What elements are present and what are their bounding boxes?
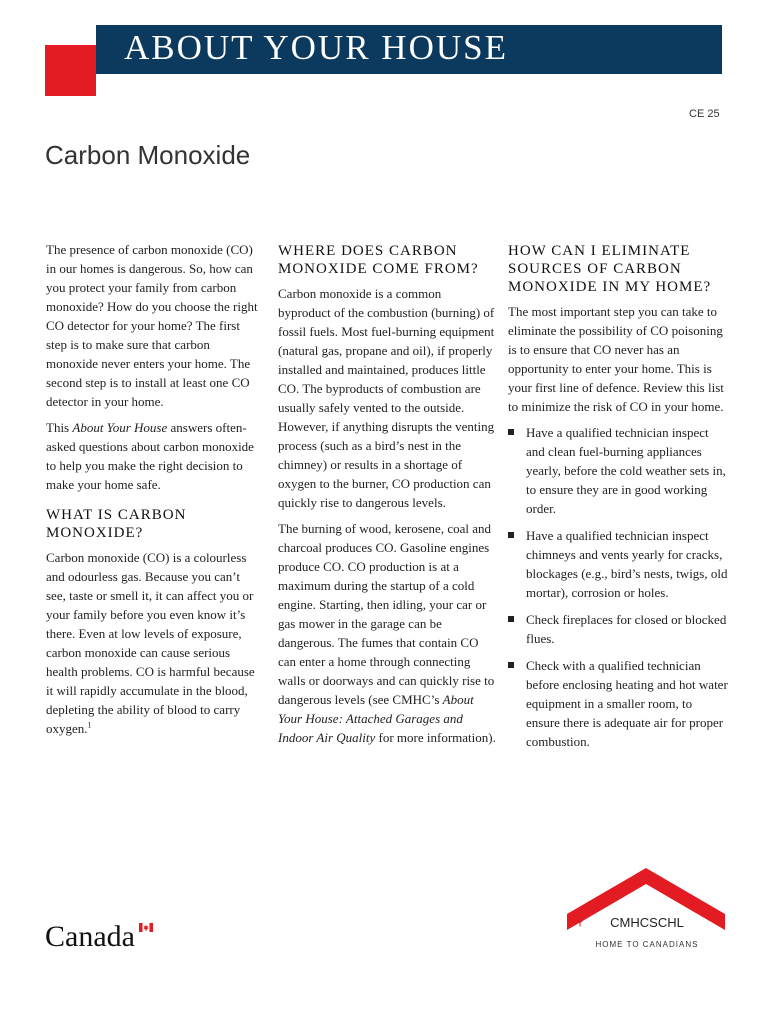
where-from-p2-text: The burning of wood, kerosene, coal and charcoal produces CO. Gasoline engines produce CO. CO production is at a maximum during the startup of a cold engine. Starting, then idling, your car or gas mower in the garage can be dangerous. The fumes that contain CO can enter a home through connecting walls or doorways and can quickly rise to dangerous levels (see CMHC’s bbox=[278, 521, 495, 707]
page-title: Carbon Monoxide bbox=[45, 140, 251, 170]
intro-p2-text-end: answers often-asked questions about carbon monoxide to help you make the right decision to make your home safe. bbox=[46, 420, 254, 492]
maple-leaf-icon bbox=[574, 915, 586, 927]
canada-wordmark-text: Canada bbox=[45, 920, 135, 953]
document-code: CE 25 bbox=[689, 108, 720, 120]
what-is-co-text: Carbon monoxide (CO) is a colourless and odourless gas. Because you can’t see, taste or smell it, it can affect you or your family before you even know it’s there. Even at low levels of exposure, carbon monoxide can cause serious health problems. CO is harmful because it will rapidly accumulate in the blood, depleting the ability of blood to carry oxygen. bbox=[46, 550, 255, 736]
square-bullet-icon bbox=[508, 532, 514, 538]
cmhc-schl-name bbox=[572, 915, 722, 930]
list-item bbox=[508, 526, 728, 602]
intro-paragraph-1: The presence of carbon monoxide (CO) in our homes is dangerous. So, how can you protect your family from carbon monoxide? How do you choose the right CO detector for your home? The first step is to make sure that carbon monoxide never enters your home. The second step is to install at least one CO detector in your home. bbox=[46, 242, 258, 409]
cmhc-text: CMHC bbox=[610, 915, 650, 930]
list-item-text: Have a qualified technician inspect and clean fuel-burning appliances yearly, before the cold weather sets in, to ensure they are in good working order. bbox=[526, 425, 726, 516]
intro-p2-text: This bbox=[46, 420, 73, 435]
what-is-co-paragraph bbox=[46, 548, 261, 738]
column-3 bbox=[508, 242, 728, 759]
eliminate-list bbox=[508, 423, 728, 751]
schl-text: SCHL bbox=[649, 915, 684, 930]
section-heading-eliminate: HOW CAN I ELIMINATE SOURCES OF CARBON MONOXIDE IN MY HOME? bbox=[508, 243, 712, 295]
list-item bbox=[508, 656, 728, 751]
where-from-paragraph-2 bbox=[278, 519, 496, 747]
list-item-text: Check with a qualified technician before enclosing heating and hot water equipment in a smaller room, to ensure there is adequate air for proper combustion. bbox=[526, 658, 728, 749]
footnote-marker: 1 bbox=[87, 720, 92, 730]
banner-title: ABOUT YOUR HOUSE bbox=[124, 28, 508, 67]
square-bullet-icon bbox=[508, 662, 514, 668]
square-bullet-icon bbox=[508, 429, 514, 435]
section-heading-where-from: WHERE DOES CARBON MONOXIDE COME FROM? bbox=[278, 243, 479, 277]
header-banner bbox=[96, 25, 722, 74]
intro-paragraph-2 bbox=[46, 418, 261, 494]
canada-wordmark bbox=[45, 920, 135, 954]
section-heading-what-is-co: WHAT IS CARBON MONOXIDE? bbox=[46, 507, 187, 541]
list-item-text: Check fireplaces for closed or blocked flues. bbox=[526, 612, 727, 646]
where-from-p2-text-end: for more information). bbox=[375, 730, 496, 745]
list-item-text: Have a qualified technician inspect chimneys and vents yearly for cracks, blockages (e.g., bird’s nests, twigs, old mortar), corrosion or holes. bbox=[526, 528, 728, 600]
where-from-paragraph-1: Carbon monoxide is a common byproduct of the combustion (burning) of fossil fuels. Most fuel-burning equipment (natural gas, propane and oil), if properly installed and maintained, produces little CO. The byproducts of combustion are usually safely vented to the outside. However, if anything disrupts the venting process (such as a bird’s nest in the chimney) or results in a shortage of oxygen to the burner, CO production can quickly rise to dangerous levels. bbox=[278, 286, 495, 510]
list-item bbox=[508, 610, 728, 648]
cmhc-schl-logo bbox=[567, 868, 725, 960]
eliminate-intro: The most important step you can take to eliminate the possibility of CO poisoning is to ensure that CO never has an opportunity to enter your home. This is your first line of defence. Review this list to minimize the risk of CO in your home. bbox=[508, 304, 724, 414]
red-accent-block bbox=[45, 45, 96, 96]
square-bullet-icon bbox=[508, 616, 514, 622]
publication-reference: About Your House: Attached Garages and Indoor Air Quality bbox=[278, 692, 474, 745]
column-2 bbox=[278, 242, 496, 754]
canada-flag-icon bbox=[139, 923, 153, 932]
cmhc-tagline: HOME TO CANADIANS bbox=[595, 940, 699, 949]
column-1 bbox=[46, 240, 261, 745]
intro-p2-emphasis: About Your House bbox=[72, 420, 168, 435]
list-item bbox=[508, 423, 728, 518]
